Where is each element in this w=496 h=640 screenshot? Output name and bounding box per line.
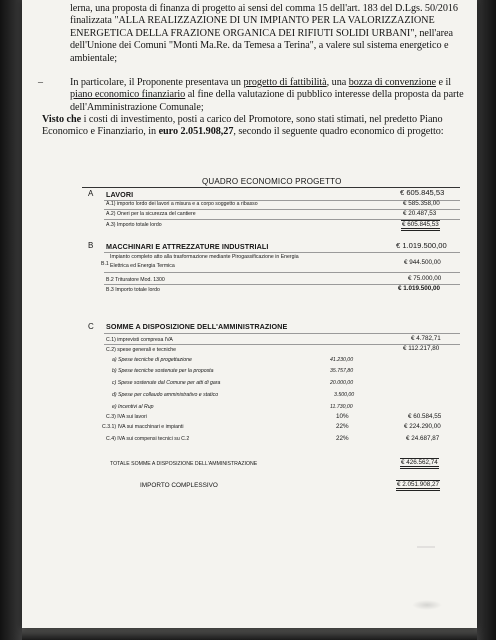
p3-text-a: i costi di investimento, posti a carico del Promotore, sono stati stimati, nel predetto Piano Economico e Finanziario, in [42,114,443,138]
row-a3-label: A.3) Importo totale lordo [106,222,162,228]
ink-mark [417,545,435,549]
row-c4-amount: € 24.687,87 [406,435,440,442]
scan-right-edge [476,0,496,640]
row-c1-amount: € 4.782,71 [411,335,441,342]
grand-total-amount: € 2.051.908,27 [396,480,440,491]
paragraph-proposal: lerna, una proposta di finanza di progetto ai sensi del comma 15 dell'art. 183 del D.Lgs. 50/2016 finalizzata "ALLA REALIZZAZIONE DI UN IMPIANTO PER LA VALORIZZAZIONE ENERGETICA DELLA FRAZIONE ORGANICA DEI RIFIUTI SOLIDI URBANI", nell'area dell'Unione dei Comuni "Monti Ma.Re. da Temesa a Terina", a valere sul sistema energetico e ambientale; [70,3,458,64]
row-a3-amount: € 605.845,53 [401,220,440,231]
row-c-total-amount: € 426.562,74 [400,458,439,469]
p2-text-b: , una [326,77,349,88]
row-a2-amount: € 20.487,53 [403,210,437,217]
section-a-heading: LAVORI [106,190,134,199]
row-b1-code: B.1 [101,261,109,267]
p2-underline-progetto: progetto di fattibilità [243,77,327,88]
p3-bold-amount: euro 2.051.908,27 [158,126,234,138]
row-c2-label: C.2) spese generali e tecniche [106,347,177,353]
row-c31-label: C.3.1) IVA sui macchinari e impianti [102,424,184,430]
row-c4-label: C.4) IVA sui compensi tecnici su C.2 [106,436,190,442]
row-c2c-label: c) Spese sostenute dal Comune per atti di gara [112,380,221,386]
row-c2e-label: e) Incentivi al Rup [112,404,154,410]
bullet-dash: – [38,77,43,88]
row-a2-label: A.2) Oneri per la sicurezza del cantiere [106,211,196,217]
row-a1-amount: € 585.358,00 [403,200,440,207]
row-b1-rule [104,272,460,273]
row-c2a-label: a) Spese tecniche di progettazione [112,357,192,363]
section-c-heading: SOMME A DISPOSIZIONE DELL'AMMINISTRAZIONE [106,322,288,331]
row-c2d-label: d) Spese per collaudo amministrativo e statico [112,392,219,398]
row-c2-amount: € 112.217,80 [403,345,440,352]
row-a1-label: A.1) importo lordo dei lavori a misura e a corpo soggetto a ribasso [106,201,258,207]
p2-text-d: al fine della valutazione di pubblico interesse della proposta da parte dell'Amministrazione Comunale; [70,89,464,113]
row-c31-amount: € 224.290,00 [404,423,441,430]
p2-text-c: e il [435,77,452,88]
section-b-letter: B [88,241,94,250]
row-c31-pct: 22% [336,423,349,430]
row-b1-line2: Elettrica ed Energia Termica [110,263,175,269]
row-b2-label: B.2 Trituratore Mod. 1300 [106,277,165,283]
row-b2-amount: € 75.000,00 [408,275,442,282]
row-b3-label: B.3 Importo totale lordo [106,287,160,293]
row-c3-pct: 10% [336,413,349,420]
section-c-letter: C [88,322,94,331]
paragraph-visto-che [42,114,472,139]
row-c-total-label: TOTALE SOMME A DISPOSIZIONE DELL'AMMINISTRAZIONE [110,461,258,467]
p2-underline-bozza: bozza di convenzione [348,77,436,88]
table-title: QUADRO ECONOMICO PROGETTO [202,177,342,186]
scan-smudge [412,600,442,610]
section-c-rule [104,333,460,334]
row-c2b-label: b) Spese tecniche sostenute per la proposta [112,368,214,374]
row-b3-amount: € 1.019.500,00 [398,285,441,292]
row-c2e-value: 11.730,00 [330,404,353,410]
scan-bottom-edge [22,628,477,640]
row-c3-amount: € 60.584,55 [408,413,442,420]
p3-text-b: , secondo il seguente quadro economico di progetto: [233,126,444,138]
section-a-total: € 605.845,53 [400,188,445,197]
p3-bold-visto: Visto che [42,114,82,125]
section-a-letter: A [88,189,94,198]
section-b-total: € 1.019.500,00 [396,241,447,250]
paragraph-proponente [70,77,470,114]
row-b1-amount: € 944.500,00 [404,259,441,266]
row-c2c-value: 20.000,00 [330,380,354,386]
row-b1-line1: Impianto completo atto alla trasformazione mediante Pirogassificazione in Energia [110,254,299,260]
row-c2b-value: 35.757,80 [330,368,354,374]
scan-left-edge [0,0,22,640]
row-c4-pct: 22% [336,435,349,442]
row-c3-label: C.3) IVA sui lavori [106,414,147,420]
section-b-rule [104,252,460,253]
row-c1-label: C.1) imprevisti compresa IVA [106,337,173,343]
section-b-heading: MACCHINARI E ATTREZZATURE INDUSTRIALI [106,242,269,251]
p2-underline-piano: piano economico finanziario [70,89,186,101]
p2-text-a: In particolare, il Proponente presentava un [70,77,244,88]
row-c2a-value: 41.230,00 [330,357,354,363]
row-c2d-value: 3.500,00 [334,392,355,398]
grand-total-label: IMPORTO COMPLESSIVO [140,482,218,489]
document-page [22,0,477,628]
